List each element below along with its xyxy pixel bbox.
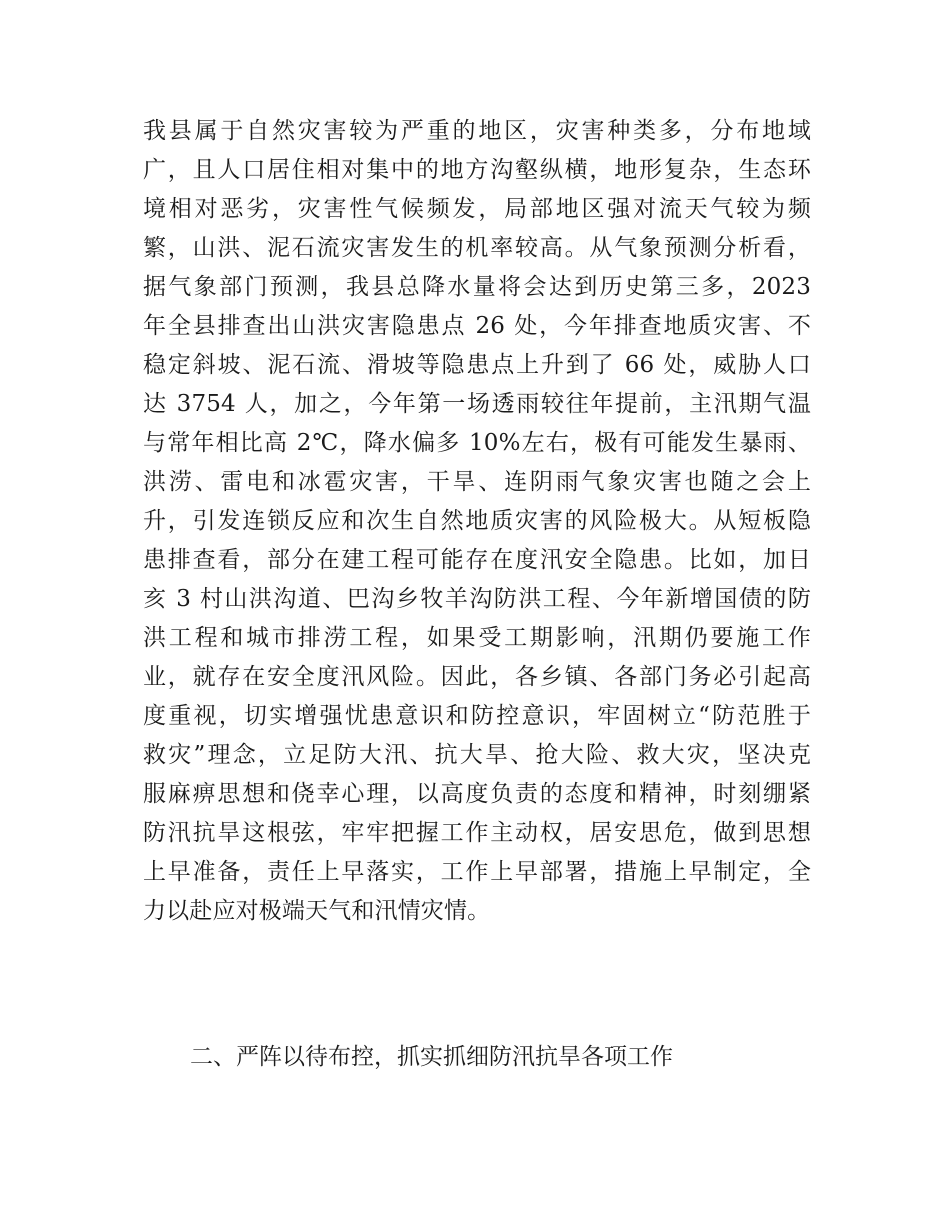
paragraph-line: 上早准备，责任上早落实，工作上早部署，措施上早制定，全 [143, 859, 811, 885]
paragraph-line: 繁，山洪、泥石流灾害发生的机率较高。从气象预测分析看， [143, 235, 811, 261]
paragraph-line: 防汛抗旱这根弦，牢牢把握工作主动权，居安思危，做到思想 [143, 820, 811, 846]
paragraph-line: 据气象部门预测，我县总降水量将会达到历史第三多，2023 [143, 274, 811, 300]
paragraph-line: 救灾”理念，立足防大汛、抗大旱、抢大险、救大灾，坚决克 [143, 742, 811, 768]
paragraph-line: 年全县排查出山洪灾害隐患点 26 处，今年排查地质灾害、不 [143, 313, 811, 339]
paragraph-line: 稳定斜坡、泥石流、滑坡等隐患点上升到了 66 处，威胁人口 [143, 352, 811, 378]
section-heading: 二、严阵以待布控，抓实抓细防汛抗旱各项工作 [190, 1044, 673, 1070]
paragraph-line: 我县属于自然灾害较为严重的地区，灾害种类多，分布地域 [143, 118, 811, 144]
paragraph-line: 与常年相比高 2℃，降水偏多 10%左右，极有可能发生暴雨、 [143, 430, 811, 456]
paragraph-line: 力以赴应对极端天气和汛情灾情。 [143, 898, 491, 924]
paragraph-line: 患排查看，部分在建工程可能存在度汛安全隐患。比如，加日 [143, 547, 811, 573]
paragraph-line: 度重视，切实增强忧患意识和防控意识，牢固树立“防范胜于 [143, 703, 811, 729]
paragraph-line: 洪工程和城市排涝工程，如果受工期影响，汛期仍要施工作 [143, 625, 811, 651]
paragraph-line: 亥 3 村山洪沟道、巴沟乡牧羊沟防洪工程、今年新增国债的防 [143, 586, 811, 612]
paragraph-line: 服麻痹思想和侥幸心理，以高度负责的态度和精神，时刻绷紧 [143, 781, 811, 807]
paragraph-line: 境相对恶劣，灾害性气候频发，局部地区强对流天气较为频 [143, 196, 811, 222]
paragraph-line: 达 3754 人，加之，今年第一场透雨较往年提前，主汛期气温 [143, 391, 811, 417]
paragraph-line: 升，引发连锁反应和次生自然地质灾害的风险极大。从短板隐 [143, 508, 811, 534]
paragraph-line: 广，且人口居住相对集中的地方沟壑纵横，地形复杂，生态环 [143, 157, 811, 183]
paragraph-line: 洪涝、雷电和冰雹灾害，干旱、连阴雨气象灾害也随之会上 [143, 469, 811, 495]
body-paragraph [143, 112, 811, 931]
paragraph-line: 业，就存在安全度汛风险。因此，各乡镇、各部门务必引起高 [143, 664, 811, 690]
